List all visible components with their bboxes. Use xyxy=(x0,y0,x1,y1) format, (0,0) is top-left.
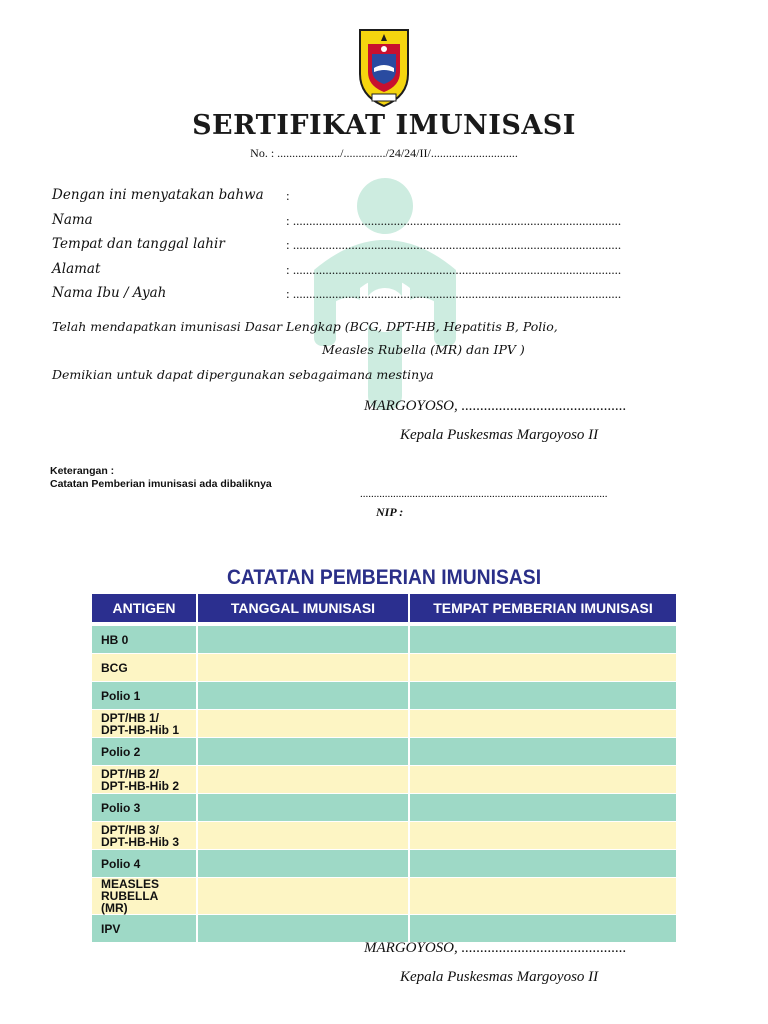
place-cell[interactable] xyxy=(410,850,676,878)
antigen-cell: MEASLES RUBELLA (MR) xyxy=(92,878,198,915)
table-row xyxy=(92,794,676,822)
antigen-cell: HB 0 xyxy=(92,626,198,654)
signature-line: .......................................................................................... xyxy=(360,488,608,500)
signature-place-top: MARGOYOSO, ............................................ xyxy=(364,398,627,414)
place-cell[interactable] xyxy=(410,710,676,738)
table-row xyxy=(92,710,676,738)
table-row xyxy=(92,766,676,794)
closing-statement: Demikian untuk dapat dipergunakan sebagaimana mestinya xyxy=(52,367,434,382)
intro-colon: : xyxy=(286,188,290,203)
place-cell[interactable] xyxy=(410,822,676,850)
date-cell[interactable] xyxy=(198,915,410,943)
regency-logo-icon xyxy=(354,24,414,108)
header-date: TANGGAL IMUNISASI xyxy=(198,594,410,622)
nip-label: NIP : xyxy=(376,505,404,519)
immunization-statement-line1: Telah mendapatkan imunisasi Dasar Lengkap (BCG, DPT-HB, Hepatitis B, Polio, xyxy=(52,319,558,334)
date-cell[interactable] xyxy=(198,878,410,915)
date-cell[interactable] xyxy=(198,822,410,850)
address-label: Alamat xyxy=(52,261,101,277)
place-cell[interactable] xyxy=(410,738,676,766)
parent-label: Nama Ibu / Ayah xyxy=(52,285,167,301)
place-cell[interactable] xyxy=(410,682,676,710)
name-field[interactable]: : ..................................................................................................... xyxy=(286,213,622,228)
antigen-cell: Polio 2 xyxy=(92,738,198,766)
birth-field[interactable]: : ..................................................................................................... xyxy=(286,237,622,252)
intro-label: Dengan ini menyatakan bahwa xyxy=(52,187,264,203)
date-cell[interactable] xyxy=(198,794,410,822)
antigen-cell: Polio 3 xyxy=(92,794,198,822)
place-cell[interactable] xyxy=(410,794,676,822)
antigen-cell: DPT/HB 2/ DPT-HB-Hib 2 xyxy=(92,766,198,794)
antigen-cell: Polio 4 xyxy=(92,850,198,878)
table-row xyxy=(92,878,676,915)
document-title: SERTIFIKAT IMUNISASI xyxy=(192,110,576,141)
date-cell[interactable] xyxy=(198,682,410,710)
parent-field[interactable]: : ..................................................................................................... xyxy=(286,286,622,301)
table-row xyxy=(92,654,676,682)
signature-place-bottom: MARGOYOSO, ............................................ xyxy=(364,940,627,956)
table-row xyxy=(92,626,676,654)
date-cell[interactable] xyxy=(198,738,410,766)
table-row xyxy=(92,822,676,850)
signature-role-bottom: Kepala Puskesmas Margoyoso II xyxy=(400,969,599,985)
date-cell[interactable] xyxy=(198,850,410,878)
place-cell[interactable] xyxy=(410,915,676,943)
address-field[interactable]: : ..................................................................................................... xyxy=(286,262,622,277)
header-antigen: ANTIGEN xyxy=(92,594,198,622)
antigen-cell: DPT/HB 3/ DPT-HB-Hib 3 xyxy=(92,822,198,850)
table-row xyxy=(92,915,676,943)
certificate-number: No. : ...................../............../24/24/II/............................. xyxy=(250,146,518,160)
antigen-cell: IPV xyxy=(92,915,198,943)
place-cell[interactable] xyxy=(410,766,676,794)
notes-title: Keterangan : xyxy=(50,465,115,477)
immunization-statement-line2: Measles Rubella (MR) dan IPV ) xyxy=(322,342,525,357)
place-cell[interactable] xyxy=(410,878,676,915)
name-label: Nama xyxy=(52,212,93,228)
notes-text: Catatan Pemberian imunisasi ada dibaliknya xyxy=(50,478,272,490)
date-cell[interactable] xyxy=(198,710,410,738)
antigen-cell: DPT/HB 1/ DPT-HB-Hib 1 xyxy=(92,710,198,738)
antigen-cell: Polio 1 xyxy=(92,682,198,710)
date-cell[interactable] xyxy=(198,626,410,654)
table-row xyxy=(92,682,676,710)
table-body xyxy=(92,622,676,943)
table-title: CATATAN PEMBERIAN IMUNISASI xyxy=(226,566,542,589)
date-cell[interactable] xyxy=(198,654,410,682)
date-cell[interactable] xyxy=(198,766,410,794)
table-row xyxy=(92,850,676,878)
place-cell[interactable] xyxy=(410,626,676,654)
table-row xyxy=(92,738,676,766)
place-cell[interactable] xyxy=(410,654,676,682)
header-place: TEMPAT PEMBERIAN IMUNISASI xyxy=(410,594,676,622)
birth-label: Tempat dan tanggal lahir xyxy=(52,236,225,252)
signature-role-top: Kepala Puskesmas Margoyoso II xyxy=(400,427,599,443)
antigen-cell: BCG xyxy=(92,654,198,682)
immunization-table xyxy=(92,594,676,943)
